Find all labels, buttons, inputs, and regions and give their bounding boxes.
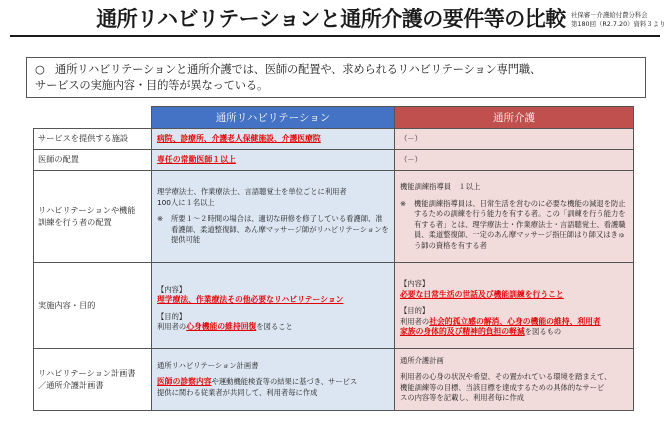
row-label-doctor: 医師の配置 bbox=[34, 150, 152, 171]
row-label-staff bbox=[34, 171, 152, 263]
table-row-doctor bbox=[34, 150, 634, 171]
rehab-doctor-text: 専任の常勤医師１以上 bbox=[157, 154, 236, 164]
rehab-content-c1 bbox=[157, 295, 389, 306]
cell-care-staff bbox=[395, 171, 634, 263]
rehab-content-h1: 【内容】 bbox=[157, 284, 187, 294]
rehab-content-c1-text: 理学療法、作業療法その他必要なリハビリテーション bbox=[157, 295, 344, 304]
rehab-plan-line1 bbox=[157, 377, 389, 388]
summary-text1: 通所リハビリテーションと通所介護では、医師の配置や、求められるリハビリテーション専門職、 bbox=[55, 63, 542, 76]
care-content-c2 bbox=[400, 317, 628, 328]
source-note bbox=[571, 11, 670, 28]
comparison-table bbox=[33, 106, 634, 411]
care-content-c1-text: 必要な日常生活の世話及び機能訓練を行うこと bbox=[400, 289, 564, 299]
table-row-content bbox=[34, 263, 634, 349]
table-row-staff bbox=[34, 171, 634, 263]
row-label-plan-line1: リハビリテーション計画書 bbox=[38, 368, 136, 378]
rehab-note-mark: ※ bbox=[157, 214, 164, 224]
care-facility-text: （－） bbox=[400, 133, 422, 143]
rehab-plan-line2: 提供に関わる従業者が共同して、利用者毎に作成 bbox=[157, 387, 318, 397]
rehab-note-text: 所要１～２時間の場合は、適切な研修を修了している看護師、准看護師、柔道整復師、あん摩マッサージ師がリハビリテーションを提供可能 bbox=[171, 214, 389, 245]
cell-care-content bbox=[395, 263, 634, 349]
care-content-c2-pre: 利用者の bbox=[400, 316, 430, 326]
rehab-content-c2 bbox=[157, 322, 389, 333]
care-note-text: 機能訓練指導員は、日常生活を営むのに必要な機能の減退を防止するための訓練を行う能力を有する者。この「訓練を行う能力を有する者」とは、理学療法士・作業療法士・言語聴覚士、看護職員、柔道整復師、一定のあん摩マッサージ指圧師はり師又はきゅう師の資格を有する者 bbox=[414, 198, 626, 250]
summary-text2: サービスの実施内容・目的等が異なっている。 bbox=[35, 79, 269, 92]
rehab-content-c2-pre: 利用者の bbox=[157, 322, 187, 331]
table-row-facility bbox=[34, 129, 634, 150]
source-note-line1: 社保審－介護給付費分科会 bbox=[571, 11, 648, 19]
cell-care-facility bbox=[395, 129, 634, 150]
cell-rehab-doctor bbox=[152, 150, 395, 171]
summary-line1 bbox=[35, 62, 637, 78]
care-plan-line1: 利用者の心身の状況や希望、その置かれている環境を踏まえて、 bbox=[400, 372, 612, 381]
title-underline bbox=[10, 35, 660, 37]
rehab-plan-h: 通所リハビリテーション計画書 bbox=[157, 360, 259, 370]
cell-rehab-staff bbox=[152, 171, 395, 263]
rehab-staff-line2: 100人に１名以上 bbox=[157, 197, 215, 207]
summary-box bbox=[26, 57, 646, 98]
row-label-plan-line2: ／通所介護計画書 bbox=[38, 379, 104, 390]
cell-care-plan bbox=[395, 349, 634, 411]
row-label-staff-line1: リハビリテーションや機能 bbox=[38, 205, 136, 215]
rehab-facility-text: 病院、診療所、介護老人保健施設、介護医療院 bbox=[157, 133, 321, 143]
rehab-plan-em: 医師の診察内容 bbox=[157, 377, 212, 387]
header-rehab: 通所リハビリテーション bbox=[152, 107, 395, 129]
care-plan-line2: 機能訓練等の目標、当該目標を達成するための具体的なサービ bbox=[400, 382, 605, 392]
row-label-facility: サービスを提供する施設 bbox=[34, 129, 152, 150]
care-content-h1: 【内容】 bbox=[400, 279, 430, 289]
table-row-plan bbox=[34, 349, 634, 411]
care-note-mark: ※ bbox=[400, 198, 407, 208]
care-content-h2: 【目的】 bbox=[400, 306, 430, 316]
header-blank-cell bbox=[34, 107, 152, 129]
care-content-c2-em1: 社会的孤立感の解消、心身の機能の維持、利用者 bbox=[429, 316, 601, 326]
care-content-c2-line2 bbox=[400, 327, 628, 338]
care-content-c2-em2: 家族の身体的及び精神的負担の軽減 bbox=[400, 327, 525, 337]
header-care: 通所介護 bbox=[395, 107, 634, 129]
cell-rehab-plan bbox=[152, 349, 395, 411]
row-label-plan bbox=[34, 349, 152, 411]
cell-care-doctor bbox=[395, 150, 634, 171]
cell-rehab-content bbox=[152, 263, 395, 349]
row-label-staff-line2: 訓練を行う者の配置 bbox=[38, 216, 112, 227]
rehab-content-h2: 【目的】 bbox=[157, 311, 187, 321]
care-doctor-text: （－） bbox=[400, 154, 422, 164]
care-staff-line1: 機能訓練指導員 １以上 bbox=[400, 182, 481, 191]
rehab-staff-note bbox=[157, 214, 389, 246]
care-plan-line3: スの内容等を記載し、利用者毎に作成 bbox=[400, 393, 525, 402]
rehab-content-c2-post: を図ること bbox=[256, 322, 293, 331]
summary-bullet: ○ bbox=[35, 63, 45, 76]
rehab-content-c2-em: 心身機能の維持回復 bbox=[186, 322, 257, 331]
rehab-staff-line1: 理学療法士、作業療法士、言語聴覚士を単位ごとに利用者 bbox=[157, 187, 347, 197]
care-plan-h: 通所介護計画 bbox=[400, 355, 444, 365]
page-title: 通所リハビリテーションと通所介護の要件等の比較 bbox=[96, 7, 566, 31]
source-note-line2: 第180回（R2.7.20）資料３より bbox=[571, 19, 666, 28]
rehab-plan-rest1: や運動機能検査等の結果に基づき、サービス bbox=[211, 377, 358, 387]
row-label-content: 実施内容・目的 bbox=[34, 263, 152, 349]
care-content-c2-post: を図るもの bbox=[524, 327, 562, 337]
table-header-row bbox=[34, 107, 634, 129]
cell-rehab-facility bbox=[152, 129, 395, 150]
care-staff-note bbox=[400, 199, 628, 252]
care-content-c1 bbox=[400, 290, 628, 301]
